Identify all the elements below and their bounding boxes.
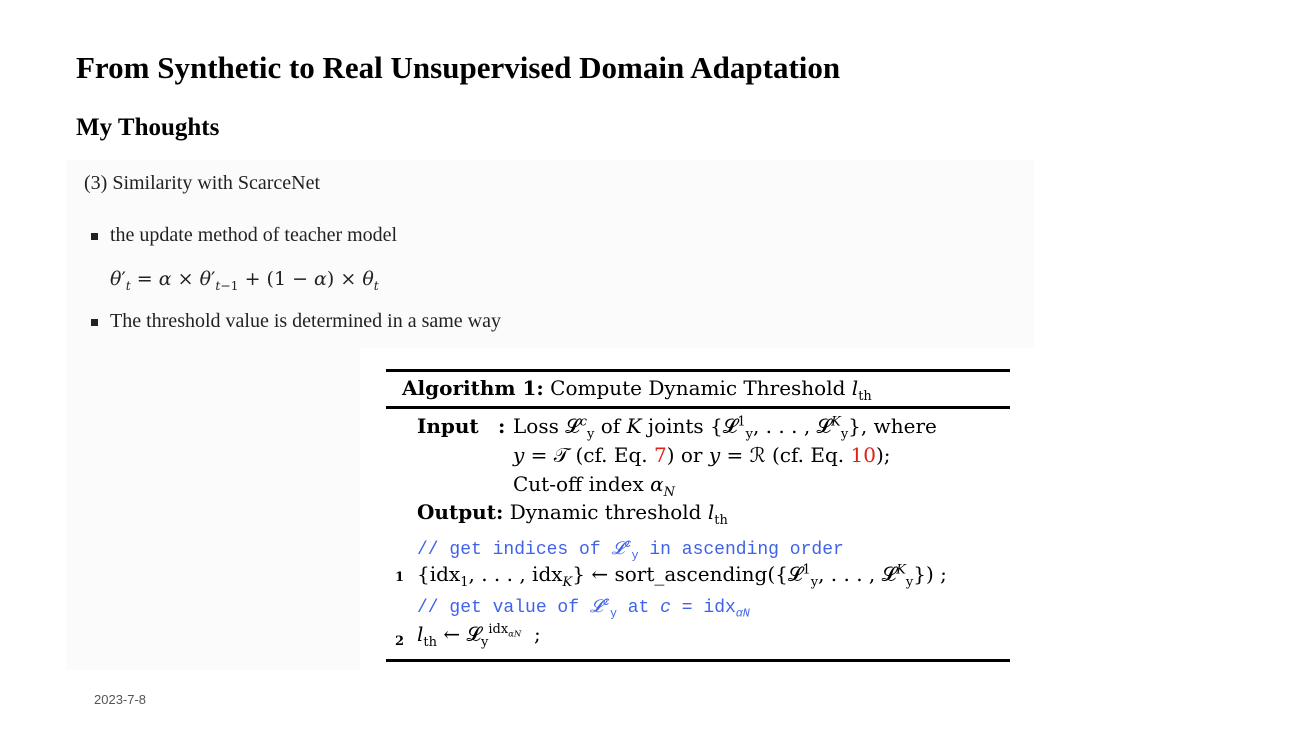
header-rule — [386, 406, 1010, 409]
line-number-1: 1 — [395, 570, 405, 585]
teacher-update-formula: $\theta'_t = \alpha \times \theta'_{t-1} + (1 - \alpha) \times \theta_t$ — [110, 268, 379, 293]
bottom-rule — [386, 659, 1010, 662]
thoughts-panel — [66, 160, 1034, 348]
comment-value: // get value of 𝓛$^c_y$ at c = idx$_{\alpha N}$ — [417, 595, 750, 621]
bullet-square-icon — [91, 233, 98, 240]
input-line-2: y = 𝒯 (cf. Eq. 7) or y = ℛ (cf. Eq. 10); — [513, 443, 891, 467]
thoughts-heading: (3) Similarity with ScarceNet — [84, 172, 321, 194]
thoughts-bullet-update-method: the update method of teacher model — [110, 224, 398, 246]
algorithm-line-1: {idx$_1$, . . . , idx$_K$} ← sort_ascending({𝓛$^1_y$, . . . , 𝓛$^K_y$}) ; — [417, 562, 947, 590]
slide-subtitle: My Thoughts — [76, 114, 220, 141]
line-number-2: 2 — [395, 634, 405, 649]
input-line-3: Cut-off index $\alpha_N$ — [513, 472, 676, 500]
input-colon: : — [498, 414, 506, 438]
comment-sort: // get indices of 𝓛$^c_y$ in ascending order — [417, 537, 844, 563]
algorithm-box — [362, 348, 1034, 670]
slide-date: 2023-7-8 — [94, 692, 147, 707]
thoughts-bullet-threshold: The threshold value is determined in a same way — [110, 310, 501, 332]
input-label: Input — [417, 414, 479, 438]
output-row: Output: Dynamic threshold $l_{th}$ — [417, 500, 728, 528]
algorithm-title: Algorithm 1: Compute Dynamic Threshold $l_{th}$ — [402, 376, 872, 404]
panel-background — [66, 348, 360, 670]
slide-title: From Synthetic to Real Unsupervised Domain Adaptation — [76, 50, 841, 85]
algorithm-label: Algorithm 1: — [402, 376, 544, 400]
top-rule — [386, 369, 1010, 372]
input-line-1: Loss 𝓛$^c_y$ of K joints {𝓛$^1_y$, . . . , 𝓛$^K_y$}, where — [513, 414, 937, 442]
bullet-square-icon — [91, 319, 98, 326]
algorithm-line-2: $l_{th}$ ← 𝓛$_y^{idx_{\alpha N}}$ ; — [417, 622, 541, 650]
